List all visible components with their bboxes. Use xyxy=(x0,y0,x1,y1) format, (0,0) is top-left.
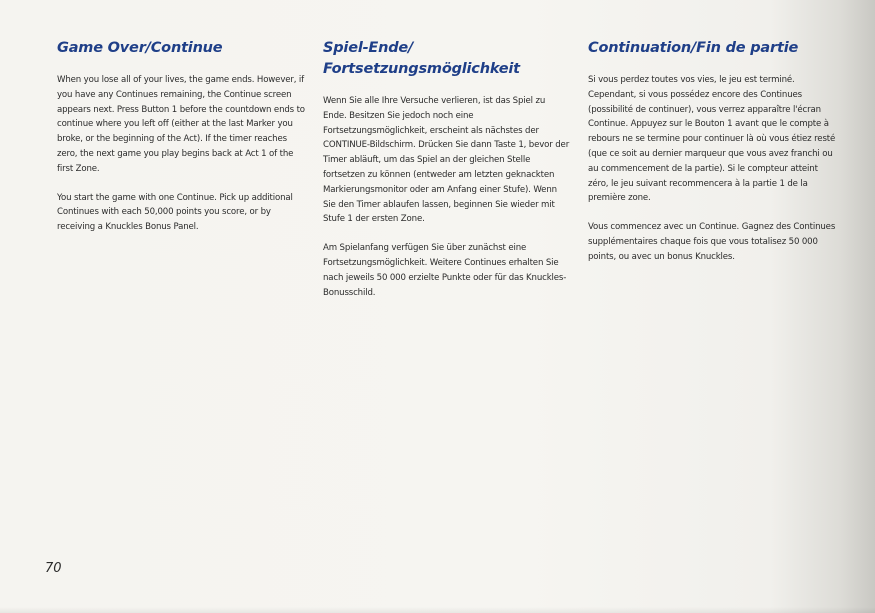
german-column xyxy=(323,38,571,300)
english-paragraph-1: When you lose all of your lives, the game ends. However, if you have any Continues remaining, the Continue screen appears next. Press Button 1 before the countdown ends to continue where you left off (either at the last Marker you broke, or the beginning of the Act). If the timer reaches zero, the next game you play begins back at Act 1 of the first Zone. xyxy=(57,75,305,174)
english-heading: Game Over/Continue xyxy=(57,40,223,56)
german-heading xyxy=(323,38,571,80)
french-column xyxy=(588,38,838,265)
german-paragraph-1: Wenn Sie alle Ihre Versuche verlieren, ist das Spiel zu Ende. Besitzen Sie jedoch noch eine Fortsetzungsmöglichkeit, erscheint als nächstes der CONTINUE-Bildschirm. Drücken Sie dann Taste 1, bevor der Timer abläuft, um das Spiel an der gleichen Stelle fortsetzen zu können (entweder am letzten geknackten Markierungsmonitor oder am Anfang einer Stufe). Wenn Sie den Timer ablaufen lassen, beginnen Sie wieder mit Stufe 1 der ersten Zone. xyxy=(323,96,570,225)
french-paragraph-1: Si vous perdez toutes vos vies, le jeu est terminé. Cependant, si vous possédez encore des Continues (possibilité de continuer), vous verrez apparaître l'écran Continue. Appuyez sur le Bouton 1 avant que le compte à rebours ne se termine pour continuer là où vous étiez resté (que ce soit au dernier marqueur que vous avez franchi ou au commencement de la partie). Si le compteur atteint zéro, le jeu suivant recommencera à la partie 1 de la première zone. xyxy=(588,75,836,204)
french-heading: Continuation/Fin de partie xyxy=(588,40,799,56)
page-edge-shadow xyxy=(0,607,875,613)
german-heading-line-2: Fortsetzungsmöglichkeit xyxy=(323,61,520,77)
german-heading-line-1: Spiel-Ende/ xyxy=(323,40,414,56)
english-column xyxy=(57,38,307,235)
german-paragraph-2: Am Spielanfang verfügen Sie über zunächst eine Fortsetzungsmöglichkeit. Weitere Continues erhalten Sie nach jeweils 50 000 erzielte Punkte oder für das Knuckles-Bonusschild. xyxy=(323,243,567,298)
french-paragraph-2: Vous commencez avec un Continue. Gagnez des Continues supplémentaires chaque fois que vous totalisez 50 000 points, ou avec un bonus Knuckles. xyxy=(588,222,836,262)
english-paragraph-2: You start the game with one Continue. Pick up additional Continues with each 50,000 points you score, or by receiving a Knuckles Bonus Panel. xyxy=(57,192,293,233)
page-number: 70 xyxy=(45,561,62,576)
